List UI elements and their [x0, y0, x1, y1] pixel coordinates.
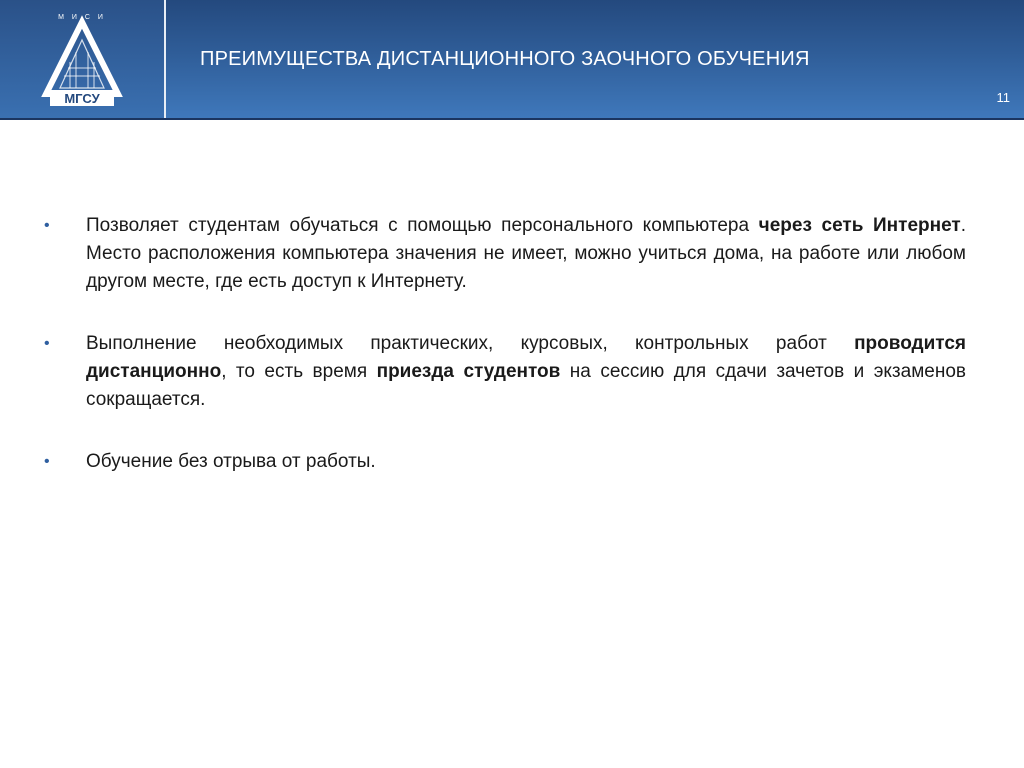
bullet-text: Обучение без отрыва от работы. [86, 451, 376, 472]
logo-letters: М И С И [58, 14, 106, 21]
bullet-icon: • [44, 453, 50, 470]
logo-abbr: МГСУ [64, 91, 100, 106]
bullet-text: Позволяет студентам обучаться с помощью персонального компьютера [86, 215, 759, 236]
bullet-text: , то есть время [221, 361, 377, 382]
bullet-icon: • [44, 217, 50, 234]
bullet-icon: • [44, 335, 50, 352]
bullet-bold-text: приезда студентов [376, 361, 561, 382]
bullet-list [44, 212, 966, 510]
list-item [44, 212, 966, 296]
bullet-text: Выполнение необходимых практических, курсовых, контрольных работ [86, 333, 855, 354]
bullet-text: . Место расположения компьютера значения не имеет, можно учиться дома, на работе или любом другом месте, где есть доступ к Интернету. [86, 215, 966, 292]
slide-title: ПРЕИМУЩЕСТВА ДИСТАНЦИОННОГО ЗАОЧНОГО ОБУЧЕНИЯ [200, 48, 810, 70]
page-number: 11 [996, 90, 1010, 105]
bullet-text: на сессию для сдачи зачетов и экзаменов сокращается. [86, 361, 966, 410]
list-item [44, 330, 966, 414]
mgsu-logo-icon [40, 12, 124, 108]
bullet-bold-text: через сеть Интернет [758, 215, 961, 236]
logo-panel [0, 0, 164, 118]
list-item [44, 448, 966, 476]
header-bar [0, 0, 1024, 120]
header-divider [164, 0, 166, 118]
bullet-bold-text: проводится дистанционно [86, 333, 966, 382]
